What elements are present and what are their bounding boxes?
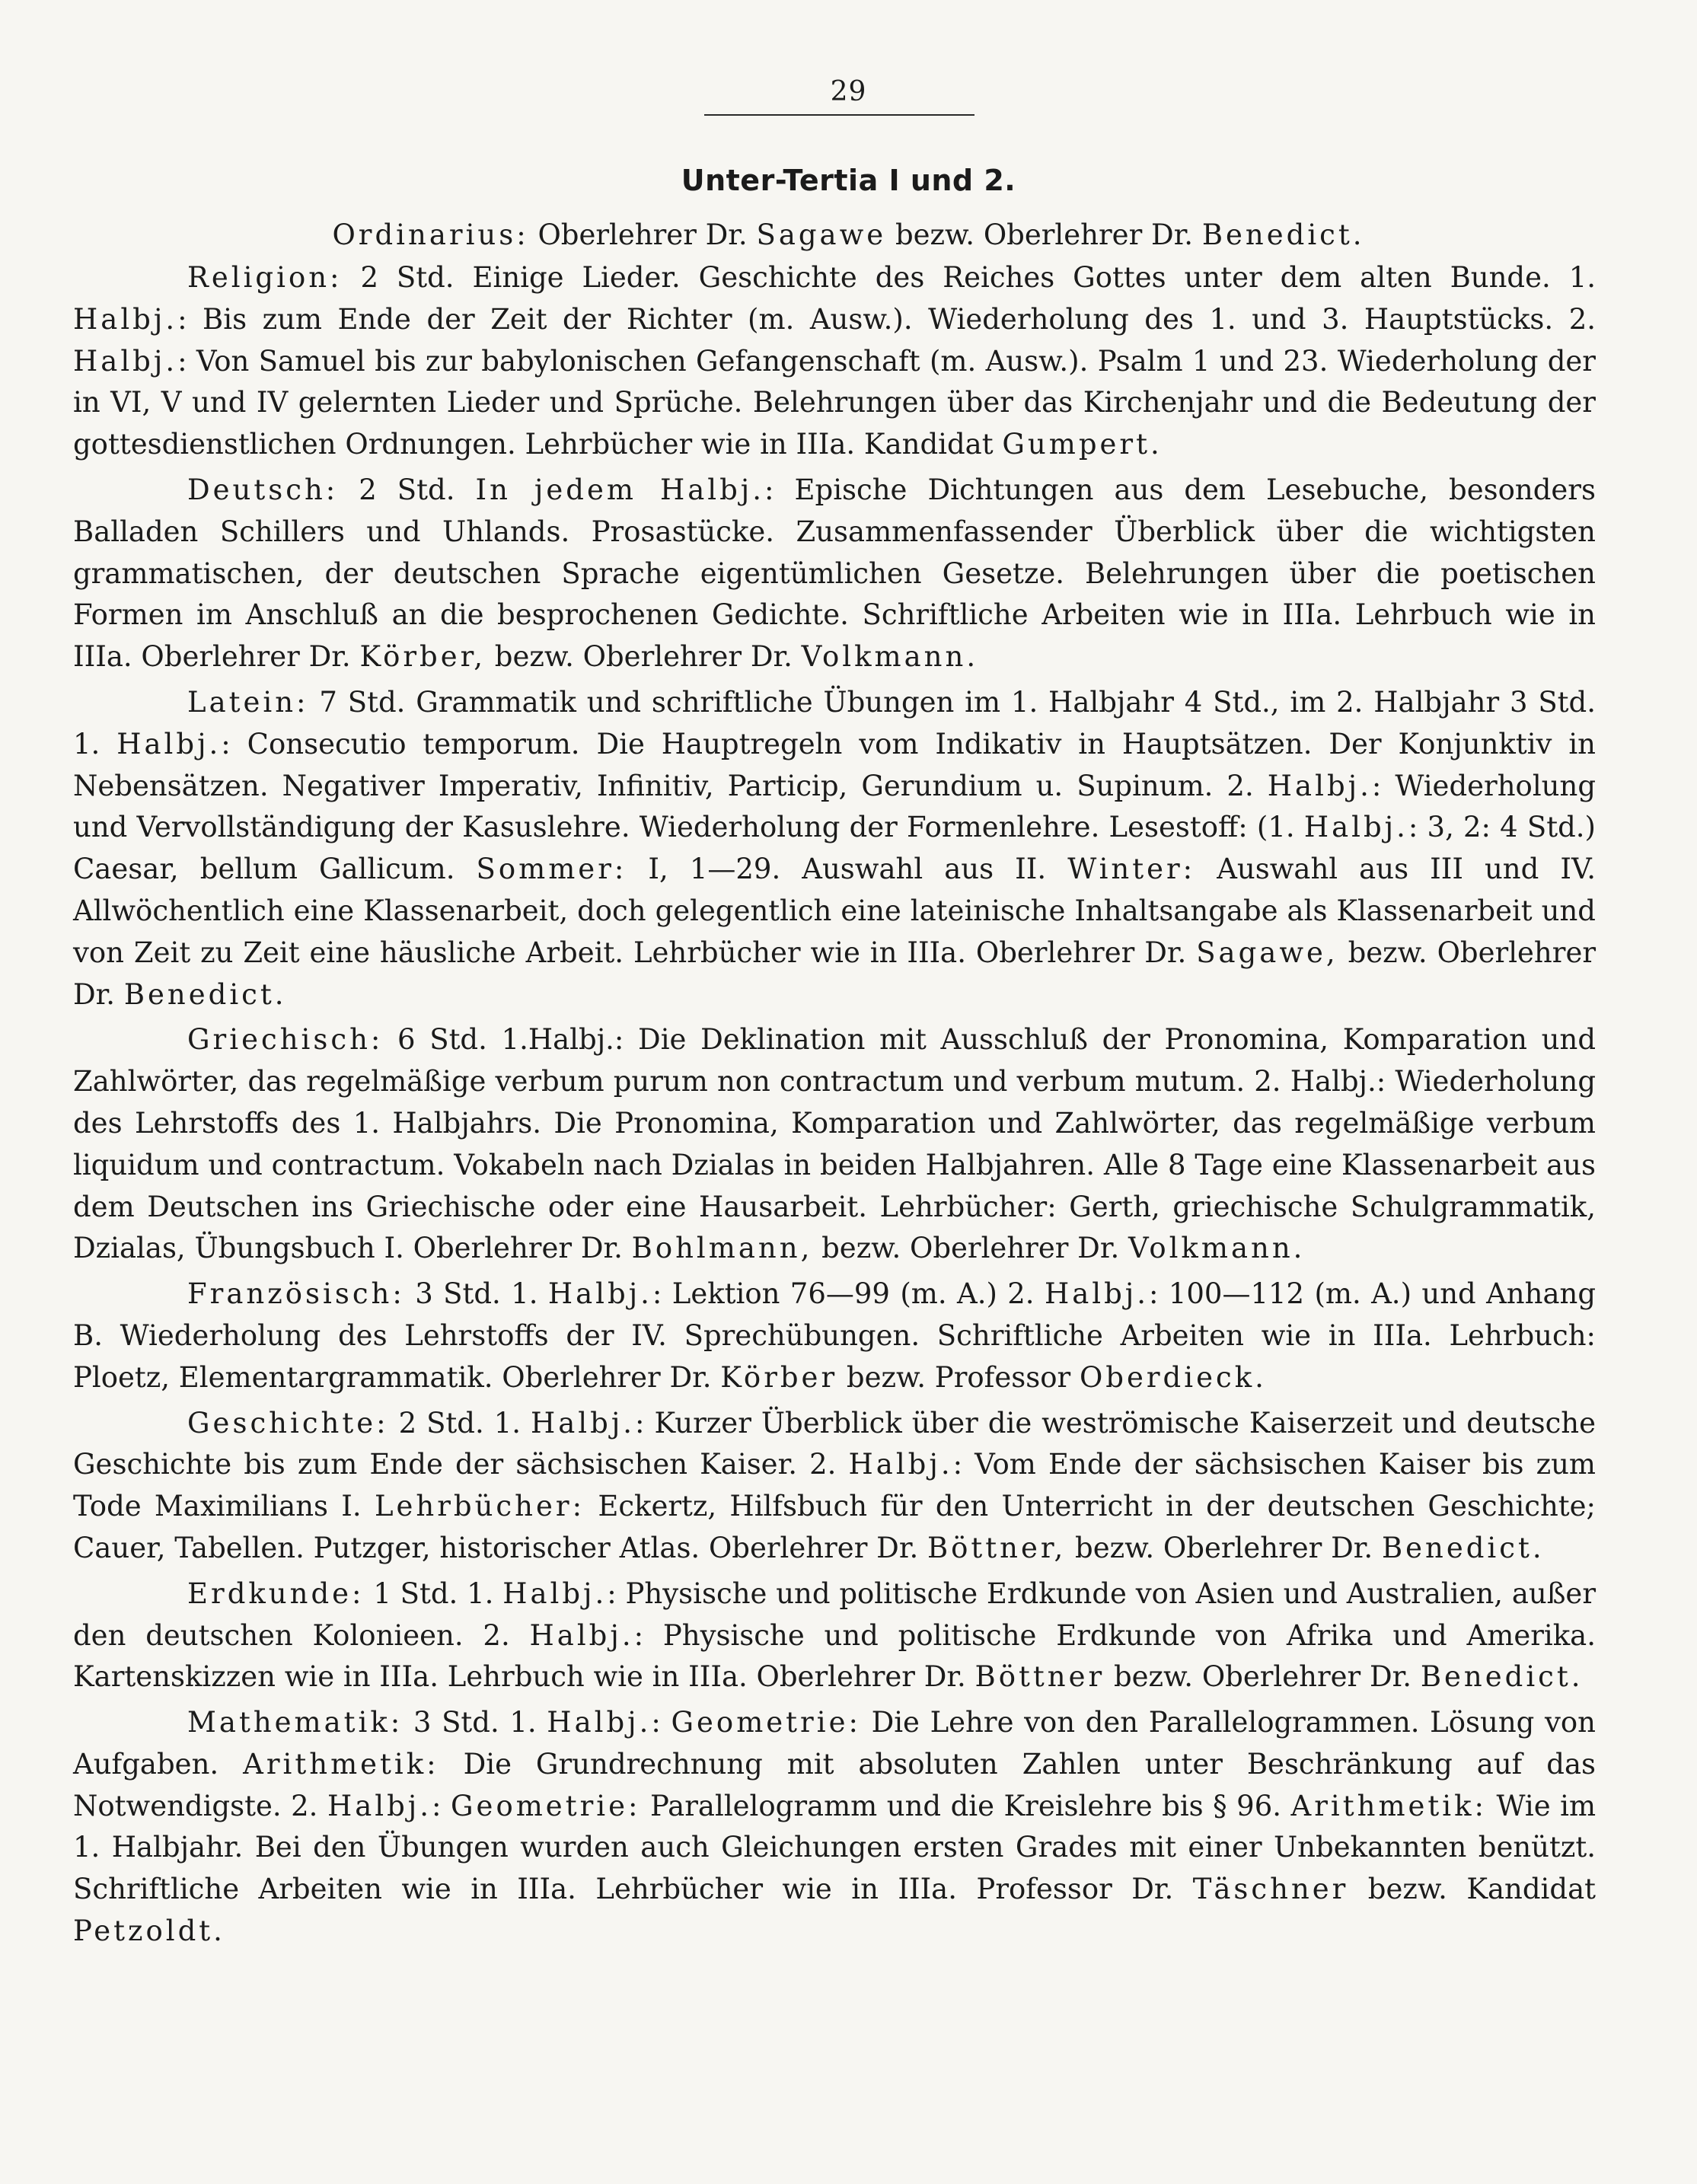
teacher-name: Volkmann. <box>1128 1232 1306 1265</box>
paragraph-text: bezw. Kandidat <box>1367 1873 1596 1906</box>
paragraph-franzoesisch <box>73 1274 1596 1398</box>
teacher-name: Körber, <box>359 640 486 674</box>
subject-label: Griechisch: <box>187 1023 384 1057</box>
paragraph-text: bezw. Oberlehrer Dr. <box>73 936 1597 1011</box>
paragraph-text: : Physische und politische Erdkunde von Asien und Australien, außer den deutschen Kolonieen. 2. <box>73 1577 1597 1652</box>
header-rule <box>704 114 974 116</box>
paragraph-text: 1 Std. 1. <box>373 1577 494 1610</box>
paragraph-text: : Bis zum Ende der Zeit der Richter (m. Ausw.). Wiederholung des 1. und 3. Hauptstücks. 2. <box>177 302 1596 336</box>
paragraph-text: 3 Std. 1. <box>413 1706 537 1739</box>
paragraph-geschichte <box>73 1403 1596 1570</box>
teacher-name: Volkmann. <box>801 640 979 674</box>
section-heading: Unter-Tertia I und 2. <box>681 164 1016 197</box>
paragraph-text: : <box>651 1706 661 1739</box>
paragraph-text: : Consecutio temporum. Die Hauptregeln vom Indikativ in Hauptsätzen. Der Konjunktiv in Nebensätzen. Negativer Imperativ, Infinitiv, Particip, Gerundium u. Supinum. 2. <box>73 727 1596 802</box>
spaced-term: Halbj. <box>73 302 178 336</box>
paragraph-text: Parallelogramm und die Kreislehre bis § 96. <box>649 1789 1281 1822</box>
teacher-name: Täschner <box>1192 1873 1349 1906</box>
paragraph-text: 6 Std. 1. <box>397 1023 528 1057</box>
ordinarius-label: Ordinarius: <box>332 218 529 251</box>
paragraph-text: 3 Std. 1. <box>415 1277 538 1311</box>
paragraph-text: bezw. Professor <box>846 1360 1071 1394</box>
paragraph-text: : Vom Ende der sächsischen Kaiser bis zum Tode Maximilians I. <box>73 1448 1596 1523</box>
spaced-term: Halbj. <box>529 1618 634 1652</box>
paragraph-text: Die Grundrechnung mit absoluten Zahlen unter Beschränkung auf das Notwendigste. 2. <box>73 1747 1597 1822</box>
subject-label: Religion: <box>187 261 343 294</box>
teacher-name: Benedict. <box>123 977 287 1011</box>
teacher-name: Gumpert. <box>1002 428 1163 461</box>
spaced-term: Halbj. <box>1267 769 1372 802</box>
paragraph-text: I, 1—29. Auswahl aus II. <box>648 853 1047 886</box>
spaced-term: Halbj. <box>528 1023 614 1057</box>
subject-label: Geschichte: <box>187 1406 389 1440</box>
paragraph-text: : <box>432 1789 442 1822</box>
paragraph-text: bezw. Oberlehrer Dr. <box>494 640 793 674</box>
subject-label: Französisch: <box>187 1277 405 1311</box>
paragraph-text: Wie im 1. Halbjahr. Bei den Übungen wurden auch Gleichungen ersten Grades mit einer Unbekannten benützt. Schriftliche Arbeiten wie in IIIa. Lehrbücher wie in IIIa. Professor Dr. <box>73 1789 1597 1906</box>
paragraph-text: 2 Std. Einige Lieder. Geschichte des Reiches Gottes unter dem alten Bunde. 1. <box>360 261 1596 294</box>
paragraph-text: : Die Deklination mit Ausschluß der Pronomina, Komparation und Zahlwörter, das regelmäßige verbum purum non contractum und verbum mutum. 2. <box>73 1023 1597 1098</box>
spaced-term: Halbj. <box>1044 1277 1150 1311</box>
spaced-term: Halbj. <box>848 1448 953 1481</box>
paragraph-text: 2 Std. <box>359 473 455 506</box>
paragraph-text: Auswahl aus III und IV. Allwöchentlich eine Klassenarbeit, doch gelegentlich eine lateinische Inhaltsangabe als Klassenarbeit und von Zeit zu Zeit eine häusliche Arbeit. Lehrbücher wie in IIIa. Oberlehrer Dr. <box>73 853 1596 969</box>
paragraph-erdkunde <box>73 1573 1596 1698</box>
spaced-term: Lehrbücher: <box>374 1490 585 1523</box>
paragraph-religion <box>73 257 1596 466</box>
spaced-term: In jedem Halbj. <box>475 473 765 506</box>
spaced-term: Geometrie: <box>450 1789 641 1822</box>
paragraph-griechisch <box>73 1019 1596 1270</box>
paragraph-text: : 100—112 (m. A.) und Anhang B. Wiederholung des Lehrstoffs der IV. Sprechübungen. Schriftliche Arbeiten wie in IIIa. Lehrbuch: Ploetz, Elementargrammatik. Oberlehrer Dr. <box>73 1277 1597 1394</box>
subject-label: Mathematik: <box>187 1706 404 1739</box>
paragraph-text: : Von Samuel bis zur babylonischen Gefangenschaft (m. Ausw.). Psalm 1 und 23. Wiederholung der in VI, V und IV gelernten Lieder und Sprüche. Belehrungen über das Kirchenjahr und die Bedeutung der gottesdienstlichen Ordnungen. Lehrbücher wie in IIIa. Kandidat <box>73 344 1596 461</box>
paragraph-text: bezw. Oberlehrer Dr. <box>821 1232 1120 1265</box>
paragraph-text: bezw. Oberlehrer Dr. <box>1075 1531 1373 1564</box>
ordinarius-name: Benedict. <box>1201 218 1365 251</box>
teacher-name: Sagawe, <box>1196 936 1338 969</box>
paragraph-text: : 3, 2: 4 Std.) Caesar, bellum Gallicum. <box>73 811 1596 886</box>
paragraph-text: : Wiederholung und Vervollständigung der Kasuslehre. Wiederholung der Formenlehre. Lesestoff: (1. <box>73 769 1597 844</box>
subject-label: Deutsch: <box>187 473 339 506</box>
paragraph-mathematik <box>73 1702 1596 1953</box>
paragraph-text: : Wiederholung des Lehrstoffs des 1. Halbjahrs. Die Pronomina, Komparation und Zahlwörter, das regelmäßige verbum liquidum und contractum. Vokabeln nach Dzialas in beiden Halbjahren. Alle 8 Tage eine Klassenarbeit aus dem Deutschen ins Griechische oder eine Hausarbeit. Lehrbücher: Gerth, griechische Schulgrammatik, Dzialas, Übungsbuch I. Oberlehrer Dr. <box>73 1065 1597 1265</box>
spaced-term: Halbj. <box>1290 1065 1376 1098</box>
spaced-term: Arithmetik: <box>243 1747 439 1781</box>
paragraph-text: Eckertz, Hilfsbuch für den Unterricht in der deutschen Geschichte; Cauer, Tabellen. Putzger, historischer Atlas. Oberlehrer Dr. <box>73 1490 1597 1564</box>
teacher-name: Bohlmann, <box>631 1232 813 1265</box>
ordinarius-name: Sagawe <box>756 218 887 251</box>
ordinarius-text: Oberlehrer Dr. <box>537 218 748 251</box>
spaced-term: Halbj. <box>73 344 178 378</box>
spaced-term: Geometrie: <box>671 1706 861 1739</box>
spaced-term: Winter: <box>1067 853 1196 886</box>
paragraph-text: : Physische und politische Erdkunde von Afrika und Amerika. Kartenskizzen wie in IIIa. Lehrbuch wie in IIIa. Oberlehrer Dr. <box>73 1618 1596 1694</box>
paragraph-text: : Lektion 76—99 (m. A.) 2. <box>652 1277 1035 1311</box>
paragraph-text: : Epische Dichtungen aus dem Lesebuche, besonders Balladen Schillers und Uhlands. Prosastücke. Zusammenfassender Überblick über die wichtigsten grammatischen, der deutschen Sprache eigentümlichen Gesetze. Belehrungen über die poetischen Formen im Anschluß an die besprochenen Gedichte. Schriftliche Arbeiten wie in IIIa. Lehrbuch wie in IIIa. Oberlehrer Dr. <box>73 473 1596 674</box>
teacher-name: Benedict. <box>1381 1531 1545 1564</box>
paragraph-latein <box>73 682 1596 1015</box>
teacher-name: Böttner, <box>927 1531 1067 1564</box>
spaced-term: Halbj. <box>116 727 222 760</box>
spaced-term: Halbj. <box>547 1706 652 1739</box>
subject-label: Erdkunde: <box>187 1577 365 1610</box>
teacher-name: Böttner <box>974 1660 1105 1694</box>
spaced-term: Sommer: <box>476 853 627 886</box>
page-number: 29 <box>830 76 867 107</box>
paragraph-text: bezw. Oberlehrer Dr. <box>1113 1660 1412 1694</box>
teacher-name: Oberdieck. <box>1079 1360 1267 1394</box>
ordinarius-line <box>0 215 1697 256</box>
subject-label: Latein: <box>187 685 309 719</box>
teacher-name: Körber <box>720 1360 838 1394</box>
paragraph-text: : Kurzer Überblick über die weströmische Kaiserzeit und deutsche Geschichte bis zum Ende der sächsischen Kaiser. 2. <box>73 1406 1597 1481</box>
spaced-term: Halbj. <box>327 1789 432 1822</box>
paragraph-text: 2 Std. 1. <box>398 1406 521 1440</box>
paragraph-text: Die Lehre von den Parallelogrammen. Lösung von Aufgaben. <box>73 1706 1596 1781</box>
spaced-term: Halbj. <box>547 1277 652 1311</box>
body-text <box>73 257 1596 1956</box>
ordinarius-text: bezw. Oberlehrer Dr. <box>895 218 1194 251</box>
paragraph-deutsch <box>73 470 1596 678</box>
paragraph-text: 7 Std. Grammatik und schriftliche Übungen im 1. Halbjahr 4 Std., im 2. Halbjahr 3 Std. 1. <box>73 685 1596 760</box>
spaced-term: Halbj. <box>502 1577 608 1610</box>
spaced-term: Arithmetik: <box>1290 1789 1488 1822</box>
teacher-name: Petzoldt. <box>73 1915 225 1948</box>
spaced-term: Halbj. <box>530 1406 636 1440</box>
spaced-term: Halbj. <box>1303 811 1408 844</box>
teacher-name: Benedict. <box>1420 1660 1584 1694</box>
